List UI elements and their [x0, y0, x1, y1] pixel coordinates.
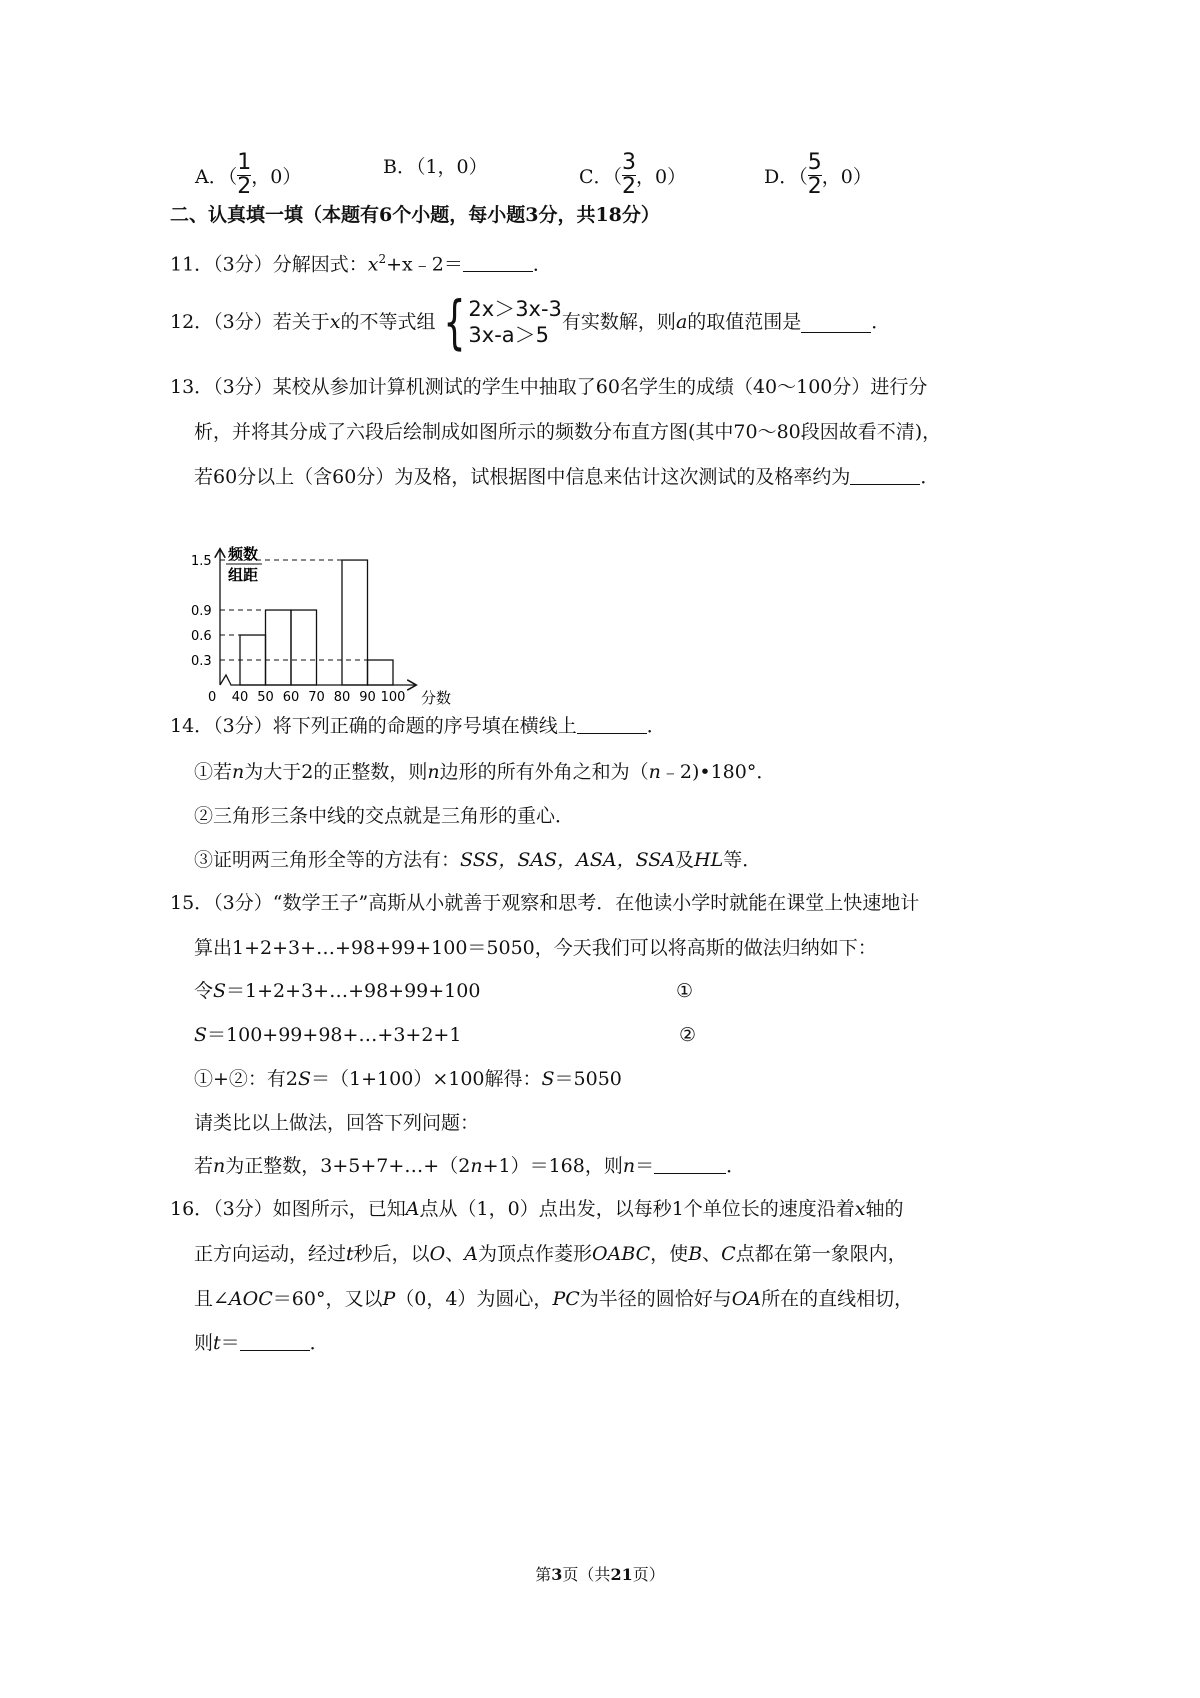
histogram-bar: [291, 610, 317, 685]
question-14-item2: ②三角形三条中线的交点就是三角形的重心．: [194, 805, 575, 827]
histogram-bar: [342, 560, 368, 685]
histogram-bar: [266, 610, 292, 685]
question-13-line3: 若60分以上（含60分）为及格，试根据图中信息来估计这次测试的及格率约为 ．: [194, 466, 940, 488]
x-axis: [220, 675, 415, 685]
x-tick-label: 70: [308, 690, 325, 705]
origin-label: 0: [208, 690, 217, 705]
option-d: D．（ $\frac{5}{2}$ ，0）: [764, 150, 872, 199]
y-tick-label: 1.5: [191, 554, 212, 570]
question-15-line1: 15．（3分）“数学王子”高斯从小就善于观察和思考．在他读小学时就能在课堂上快速地计: [170, 892, 920, 914]
section-heading: 二、认真填一填（本题有6个小题，每小题3分，共18分）: [170, 204, 660, 226]
fraction: $\frac{1}{2}$: [237, 150, 252, 199]
question-15-line6: 请类比以上做法，回答下列问题：: [194, 1112, 480, 1134]
y-tick-label: 0.3: [191, 654, 212, 670]
question-14-item1: ①若n为大于2的正整数，则n边形的所有外角之和为（n﹣2)•180°．: [194, 761, 776, 783]
answer-blank: [463, 251, 533, 272]
page-footer: 第3页（共21页）: [535, 1565, 665, 1584]
option-a: A．（ $\frac{1}{2}$ ，0）: [195, 150, 302, 199]
fraction: $\frac{3}{2}$: [622, 150, 637, 199]
question-14: 14．（3分）将下列正确的命题的序号填在横线上 ．: [170, 715, 666, 737]
frequency-histogram: [190, 545, 480, 705]
question-15-line5: ①+②：有2S＝（1+100）×100解得：S＝5050: [194, 1068, 622, 1090]
y-tick-label: 0.6: [191, 629, 212, 645]
y-tick-label: 0.9: [191, 604, 212, 620]
chart-bars: [240, 560, 393, 685]
question-16-line1: 16．（3分）如图所示，已知A点从（1，0）点出发，以每秒1个单位长的速度沿着x轴的: [170, 1198, 904, 1220]
question-16-line3: 且∠AOC＝60°，又以P（0，4）为圆心，PC为半径的圆恰好与OA所在的直线相切，: [194, 1288, 914, 1310]
question-11: 11．（3分）分解因式：$x^2+x﹣2=$ ．: [170, 252, 552, 276]
answer-blank: [654, 1153, 726, 1174]
question-16-line2: 正方向运动，经过t秒后，以O、A为顶点作菱形OABC，使B、C点都在第一象限内，: [194, 1243, 907, 1265]
question-13-line2: 析，并将其分成了六段后绘制成如图所示的频数分布直方图(其中70～80段因故看不清)，: [194, 421, 942, 443]
equation-mark-1: ①: [676, 980, 694, 1002]
x-tick-label: 40: [231, 690, 249, 705]
x-tick-label: 60: [282, 690, 300, 705]
x-tick-label: 90: [359, 690, 376, 705]
answer-blank: [801, 312, 871, 333]
x-axis-label: 分数: [421, 689, 452, 705]
x-tick-label: 50: [257, 690, 274, 705]
fraction: $\frac{5}{2}$: [807, 150, 822, 199]
option-b: B．（1，0）: [383, 156, 488, 178]
question-15-line4: S＝100+99+98+…+3+2+1: [194, 1024, 462, 1046]
question-15-line3: 令S＝1+2+3+…+98+99+100: [194, 980, 481, 1002]
y-axis-label-bottom: 组距: [228, 566, 259, 584]
question-15-line7: 若n为正整数，3+5+7+…+（2n+1）＝168，则n＝ ．: [194, 1155, 746, 1177]
answer-blank: [577, 713, 647, 734]
equation-mark-2: ②: [679, 1024, 697, 1046]
question-14-item3: ③证明两三角形全等的方法有：SSS，SAS，ASA，SSA及HL等．: [194, 849, 762, 871]
question-13-line1: 13．（3分）某校从参加计算机测试的学生中抽取了60名学生的成绩（40～100分）进行分: [170, 376, 928, 398]
inequality-system: { 2x＞3x-3 3x-a＞5: [442, 288, 562, 356]
histogram-bar: [368, 660, 394, 685]
answer-blank: [850, 464, 920, 485]
question-16-line4: 则t＝ ．: [194, 1332, 329, 1354]
chart-labels: [191, 545, 451, 705]
question-15-line2: 算出1+2+3+…+98+99+100＝5050，今天我们可以将高斯的做法归纳如下：: [194, 937, 877, 959]
answer-blank: [240, 1330, 310, 1351]
y-axis-label-top: 频数: [228, 545, 259, 563]
histogram-bar: [240, 635, 266, 685]
x-tick-label: 80: [333, 690, 351, 705]
question-12: 12．（3分）若关于 x 的不等式组 { 2x＞3x-3 3x-a＞5 有实数解，则 a 的取值范围是 ．: [170, 288, 891, 356]
x-tick-label: 100: [380, 690, 406, 705]
option-c: C．（ $\frac{3}{2}$ ，0）: [579, 150, 687, 199]
